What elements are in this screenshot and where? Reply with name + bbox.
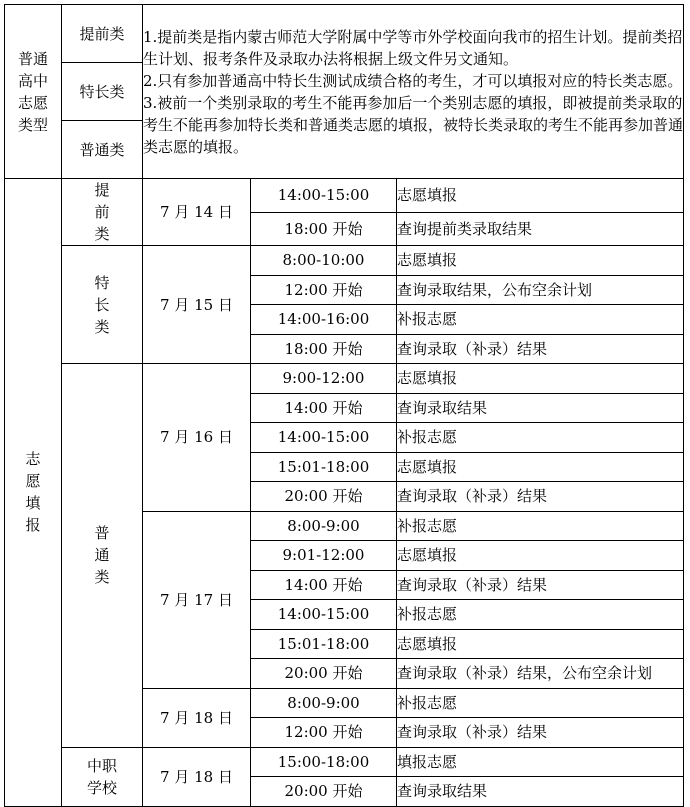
schedule-time-cell: 20:00 开始 [251,659,397,689]
schedule-activity-cell: 查询录取结果 [397,393,684,423]
schedule-row [5,179,684,213]
schedule-activity-cell: 查询录取（补录）结果，公布空余计划 [397,659,684,689]
schedule-time-cell: 14:00-15:00 [251,179,397,213]
schedule-activity-cell: 查询录取（补录）结果 [397,570,684,600]
schedule-activity-cell: 查询录取（补录）结果 [397,334,684,364]
schedule-activity-cell: 补报志愿 [397,600,684,630]
type-section-heading: 普通 高中 志愿 类型 [5,5,62,179]
schedule-activity-cell: 补报志愿 [397,511,684,541]
schedule-category-cell: 中职 学校 [62,747,143,806]
schedule-table [4,4,684,807]
schedule-time-cell: 9:00-12:00 [251,364,397,394]
schedule-row [5,246,684,276]
schedule-time-cell: 12:00 开始 [251,275,397,305]
schedule-time-cell: 20:00 开始 [251,777,397,807]
schedule-category-cell: 特 长 类 [62,246,143,364]
schedule-activity-cell: 补报志愿 [397,305,684,335]
category-label-advance: 提前类 [62,5,143,63]
schedule-activity-cell: 志愿填报 [397,452,684,482]
category-label-general: 普通类 [62,121,143,179]
schedule-date-cell: 7 月 18 日 [143,688,251,747]
schedule-date-cell: 7 月 17 日 [143,511,251,688]
schedule-row [5,364,684,394]
schedule-time-cell: 8:00-10:00 [251,246,397,276]
schedule-row [5,747,684,777]
schedule-activity-cell: 查询提前类录取结果 [397,212,684,246]
schedule-activity-cell: 查询录取（补录）结果 [397,482,684,512]
schedule-time-cell: 20:00 开始 [251,482,397,512]
schedule-activity-cell: 志愿填报 [397,179,684,213]
schedule-time-cell: 15:01-18:00 [251,629,397,659]
schedule-date-cell: 7 月 16 日 [143,364,251,512]
schedule-date-cell: 7 月 14 日 [143,179,251,246]
schedule-date-cell: 7 月 18 日 [143,747,251,806]
schedule-time-cell: 8:00-9:00 [251,511,397,541]
category-label-specialty: 特长类 [62,63,143,121]
schedule-time-cell: 14:00-16:00 [251,305,397,335]
schedule-time-cell: 14:00-15:00 [251,600,397,630]
schedule-date-cell: 7 月 15 日 [143,246,251,364]
schedule-section-heading: 志 愿 填 报 [5,179,62,807]
schedule-activity-cell: 志愿填报 [397,541,684,571]
schedule-time-cell: 9:01-12:00 [251,541,397,571]
schedule-category-cell: 普 通 类 [62,364,143,748]
schedule-time-cell: 15:01-18:00 [251,452,397,482]
schedule-time-cell: 18:00 开始 [251,212,397,246]
schedule-activity-cell: 志愿填报 [397,629,684,659]
schedule-activity-cell: 查询录取结果 [397,777,684,807]
schedule-body [5,179,684,807]
schedule-activity-cell: 填报志愿 [397,747,684,777]
schedule-time-cell: 12:00 开始 [251,718,397,748]
schedule-time-cell: 14:00 开始 [251,393,397,423]
schedule-time-cell: 8:00-9:00 [251,688,397,718]
schedule-category-cell: 提 前 类 [62,179,143,246]
schedule-activity-cell: 志愿填报 [397,246,684,276]
schedule-activity-cell: 查询录取（补录）结果 [397,718,684,748]
schedule-activity-cell: 查询录取结果，公布空余计划 [397,275,684,305]
schedule-activity-cell: 补报志愿 [397,688,684,718]
schedule-time-cell: 14:00 开始 [251,570,397,600]
schedule-time-cell: 14:00-15:00 [251,423,397,453]
type-notes: 1.提前类是指内蒙古师范大学附属中学等市外学校面向我市的招生计划。提前类招生计划、报考条件及录取办法将根据上级文件另文通知。 2.只有参加普通高中特长生测试成绩合格的考生，才可以填报对应的特长类志愿。 3.被前一个类别录取的考生不能再参加后一个类别志愿的填报，即被提前类录取的考生不能再参加特长类和普通类志愿的填报，被特长类录取的考生不能再参加普通类志愿的填报。 [143,5,684,179]
schedule-activity-cell: 志愿填报 [397,364,684,394]
schedule-time-cell: 15:00-18:00 [251,747,397,777]
schedule-activity-cell: 补报志愿 [397,423,684,453]
schedule-time-cell: 18:00 开始 [251,334,397,364]
